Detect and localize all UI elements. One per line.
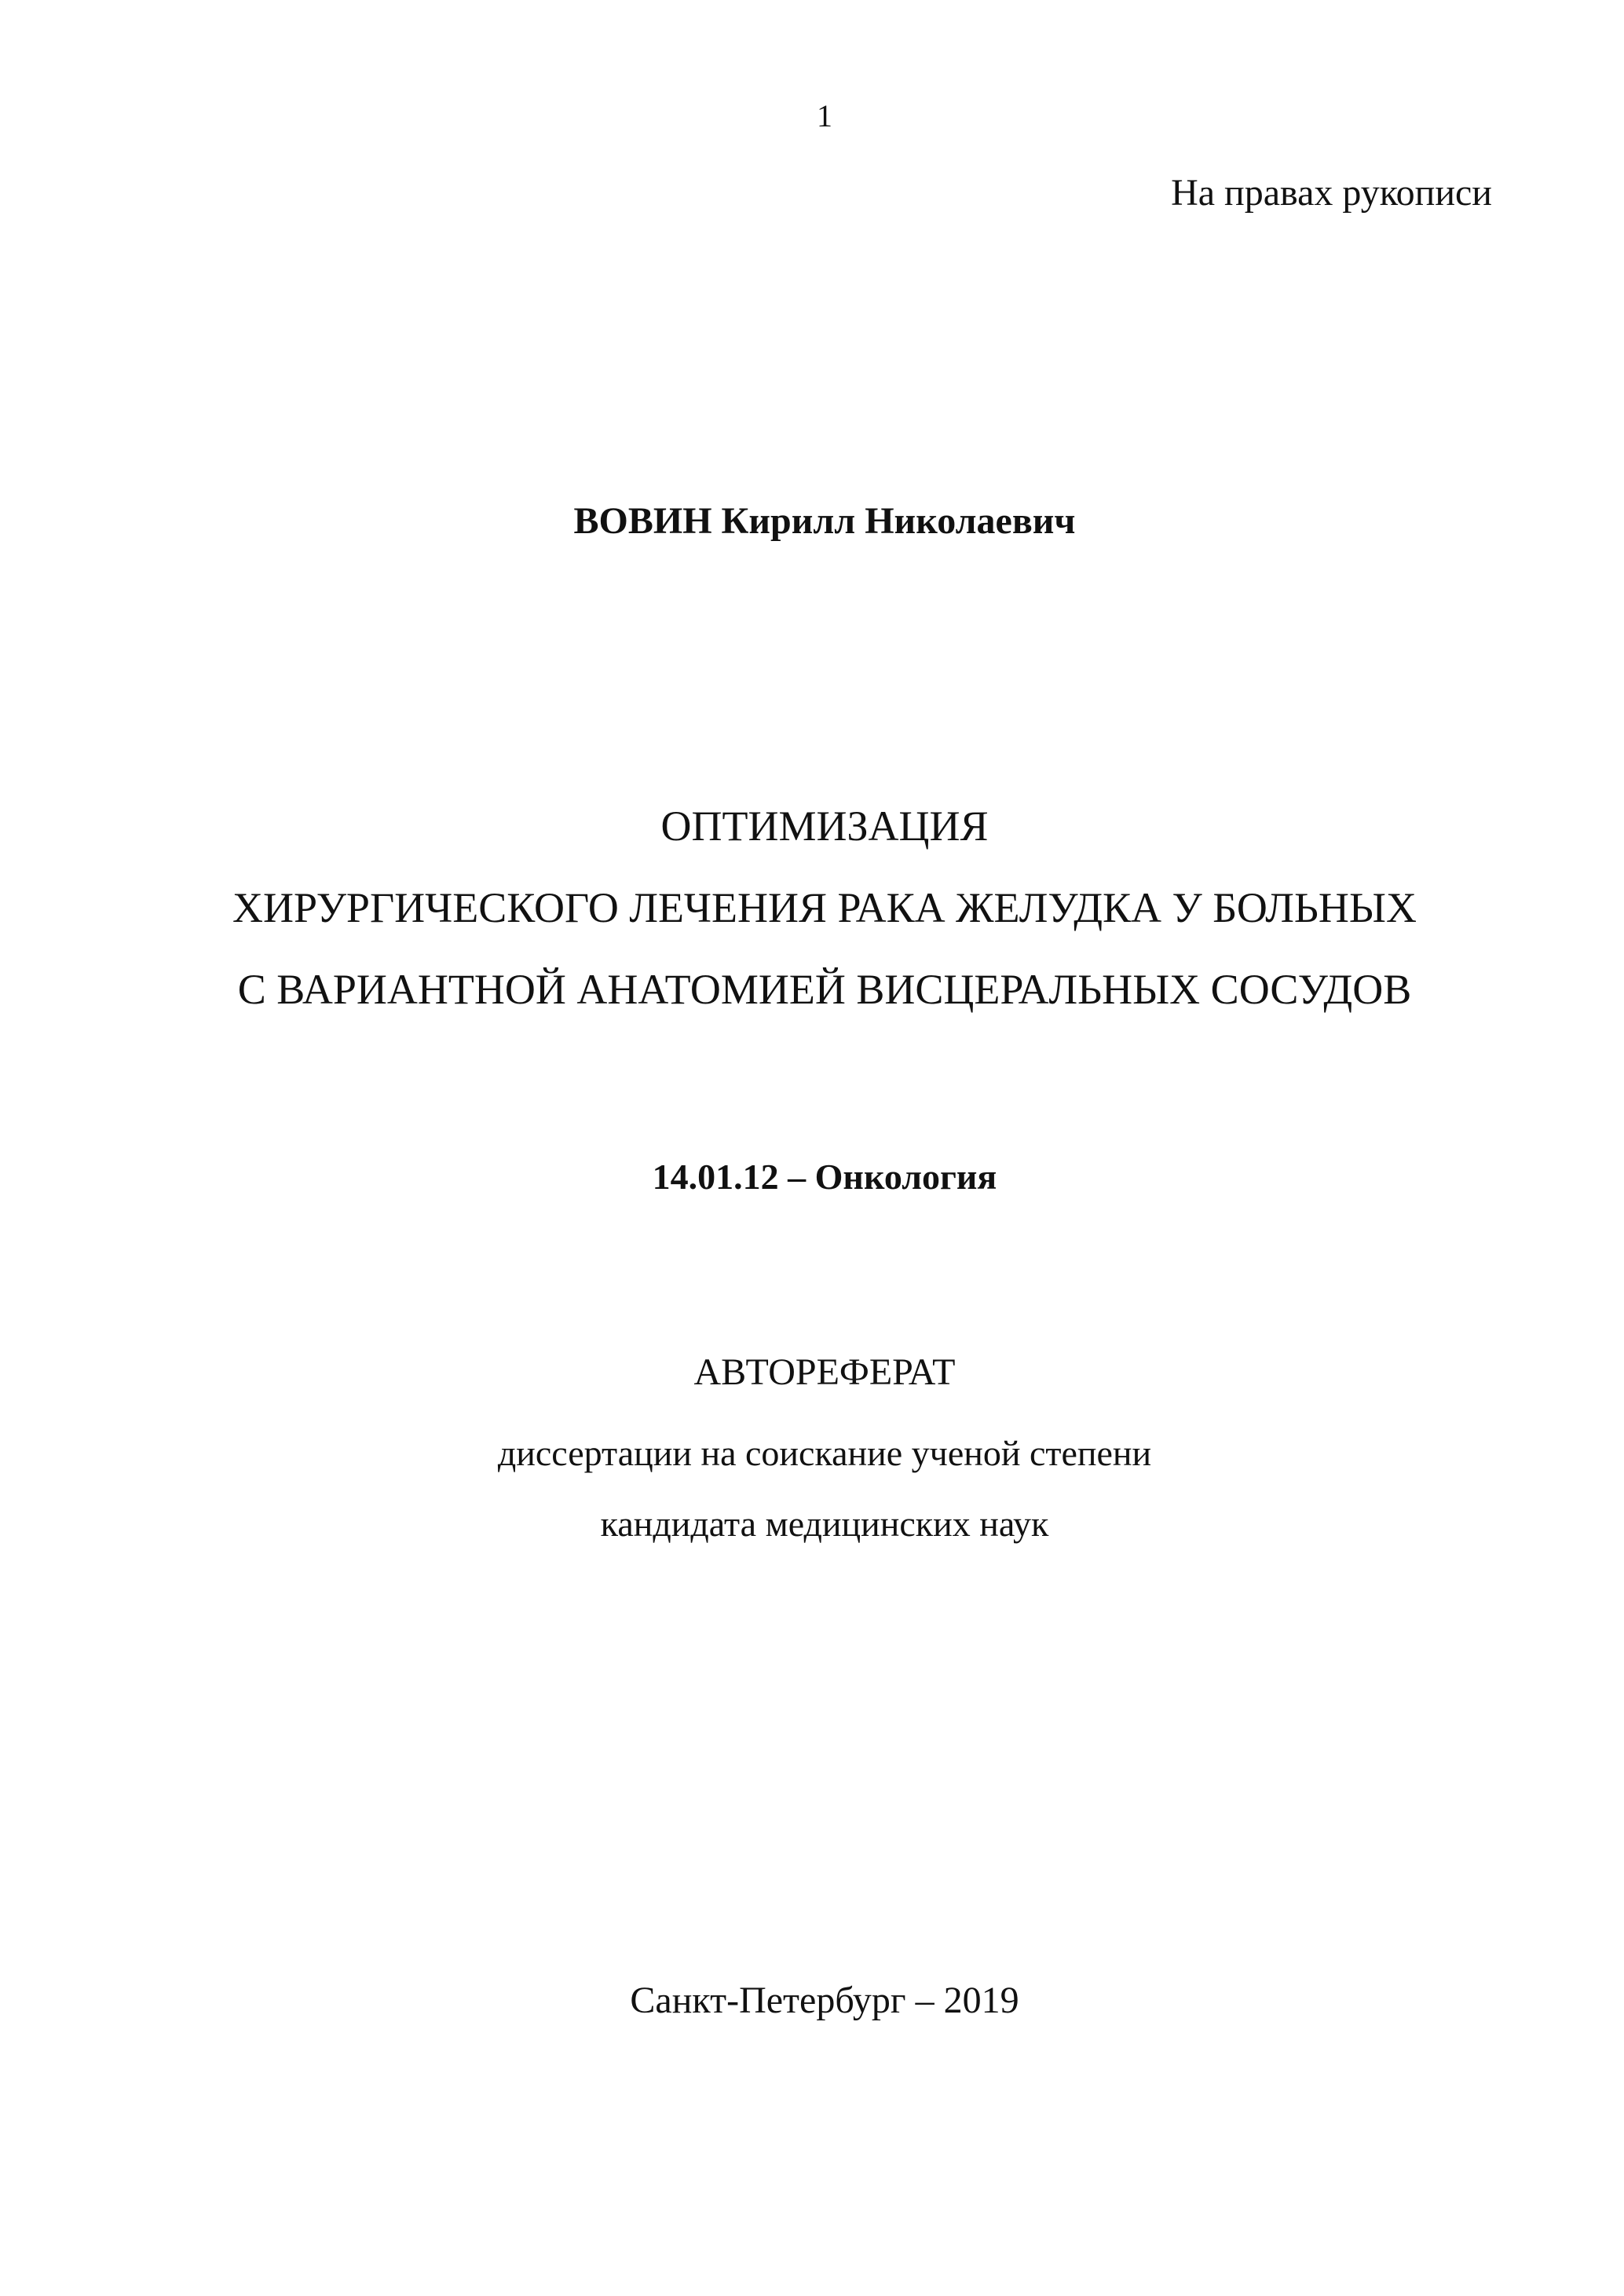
city-year: Санкт-Петербург – 2019 [630,1980,1019,2021]
abstract-heading: АВТОРЕФЕРАТ [693,1351,956,1393]
dissertation-title [0,785,1624,1030]
author-name: ВОВИН Кирилл Николаевич [573,500,1076,542]
title-line-3: С ВАРИАНТНОЙ АНАТОМИЕЙ ВИСЦЕРАЛЬНЫХ СОСУДОВ [237,966,1412,1013]
abstract-section [0,1347,1624,1559]
specialty-code: 14.01.12 – Онкология [652,1157,997,1197]
title-line-1: ОПТИМИЗАЦИЯ [660,803,989,850]
abstract-line-1: диссертации на соискание ученой степени [497,1433,1152,1473]
page-number: 1 [817,98,832,133]
abstract-line-2: кандидата медицинских наук [600,1504,1049,1544]
rights-notice: На правах рукописи [1171,172,1492,214]
title-line-2: ХИРУРГИЧЕСКОГО ЛЕЧЕНИЯ РАКА ЖЕЛУДКА У БОЛЬНЫХ [232,884,1417,931]
